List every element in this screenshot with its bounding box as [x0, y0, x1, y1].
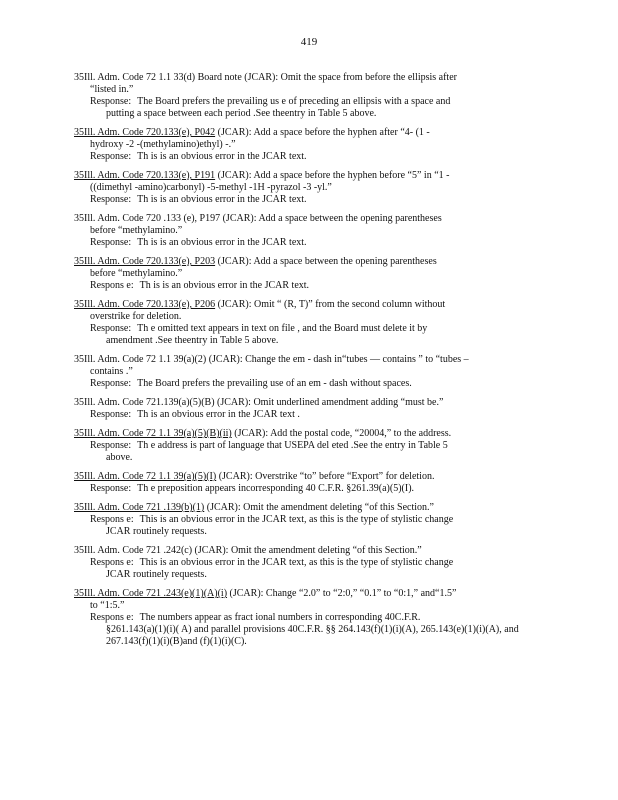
code-citation: 35Ill. Adm. Code 72 1.1 33(d) Board note (JCAR):	[74, 72, 279, 83]
response-text-continued: JCAR routinely requests.	[106, 569, 207, 580]
response-line	[74, 194, 544, 206]
response-line	[74, 96, 544, 108]
response-line	[74, 409, 544, 421]
comment-text: (JCAR): Add a space before the hyphen before “5” in “1 -	[217, 170, 450, 181]
comment-heading	[74, 545, 544, 557]
comment-heading	[74, 354, 544, 366]
comment-entry	[74, 72, 544, 120]
response-text-continued: JCAR routinely requests.	[106, 526, 207, 537]
response-text: Th is is an obvious error in the JCAR text.	[137, 237, 307, 248]
comment-text: (JCAR): Omit “ (R, T)” from the second column without	[217, 299, 446, 310]
comment-entry	[74, 502, 544, 538]
comment-heading	[74, 397, 544, 409]
code-citation: 35Ill. Adm. Code 721 .243(e)(1)(A)(i)	[74, 588, 228, 599]
comment-text: Add a space between the opening parentheses	[258, 213, 442, 224]
response-text: Th e omitted text appears in text on file , and the Board must delete it by	[137, 323, 428, 334]
comment-text: (JCAR): Overstrike “to” before “Export” for deletion.	[218, 471, 435, 482]
response-label: Response:	[90, 440, 132, 451]
response-line	[74, 151, 544, 163]
response-text: This is an obvious error in the JCAR text, as this is the type of stylistic change	[139, 557, 454, 568]
response-text-continued: above.	[106, 452, 133, 463]
response-label: Respons e:	[90, 557, 134, 568]
comment-heading	[74, 213, 544, 225]
code-citation: 35Ill. Adm. Code 72 1.1 39(a)(2) (JCAR):	[74, 354, 243, 365]
comment-entry	[74, 354, 544, 390]
comment-text: (JCAR): Add a space between the opening parentheses	[217, 256, 437, 267]
comment-text: (JCAR): Add the postal code, “20004,” to the address.	[234, 428, 452, 439]
response-label: Response:	[90, 483, 132, 494]
comment-entry	[74, 588, 544, 648]
comment-heading	[74, 127, 544, 139]
code-citation: 35Ill. Adm. Code 720 .133 (e), P197 (JCAR):	[74, 213, 257, 224]
comment-entry	[74, 256, 544, 292]
response-line	[74, 557, 544, 569]
comment-text: (JCAR): Add a space before the hyphen after “4- (1 -	[217, 127, 430, 138]
code-citation: 35Ill. Adm. Code 720.133(e), P042	[74, 127, 216, 138]
response-line	[74, 514, 544, 526]
code-citation: 35Ill. Adm. Code 720.133(e), P206	[74, 299, 216, 310]
response-line	[74, 323, 544, 335]
comment-heading	[74, 170, 544, 182]
comment-text: Omit the amendment deleting “of this Section.”	[230, 545, 422, 556]
response-text: This is an obvious error in the JCAR text, as this is the type of stylistic change	[139, 514, 454, 525]
response-label: Response:	[90, 194, 132, 205]
response-line	[74, 612, 544, 624]
comment-heading	[74, 471, 544, 483]
response-text: The Board prefers the prevailing us e of preceding an ellipsis with a space and	[137, 96, 451, 107]
response-label: Response:	[90, 96, 132, 107]
response-text-continued: §261.143(a)(1)(i)( A) and parallel provisions 40C.F.R. §§ 264.143(f)(1)(i)(A), 265.143(e)(1)(i)(A), and 267.143(f)(1)(i)(B)and (f)(1)(i)(C).	[106, 624, 519, 647]
comment-entry	[74, 397, 544, 421]
response-label: Response:	[90, 378, 132, 389]
comment-entry	[74, 213, 544, 249]
response-text: The Board prefers the prevailing use of an em - dash without spaces.	[137, 378, 412, 389]
code-citation: 35Ill. Adm. Code 720.133(e), P191	[74, 170, 216, 181]
comment-text-continued: ((dimethyl -amino)carbonyl) -5-methyl -1H -pyrazol -3 -yl.”	[90, 182, 332, 193]
comment-entry	[74, 170, 544, 206]
response-text: Th e address is part of language that USEPA del eted .See the entry in Table 5	[137, 440, 448, 451]
response-label: Response:	[90, 151, 132, 162]
code-citation: 35Ill. Adm. Code 721 .139(b)(1)	[74, 502, 205, 513]
comment-text: Change the em - dash in“tubes — contains ” to “tubes –	[245, 354, 469, 365]
response-text: Th is is an obvious error in the JCAR text.	[137, 151, 307, 162]
page-number: 419	[300, 36, 318, 48]
comment-text: Omit the space from before the ellipsis after	[280, 72, 457, 83]
comment-heading	[74, 502, 544, 514]
response-line	[74, 440, 544, 452]
response-text: The numbers appear as fract ional numbers in corresponding 40C.F.R.	[139, 612, 421, 623]
comment-entry	[74, 545, 544, 581]
comment-text: (JCAR): Change “2.0” to “2:0,” “0.1” to “0:1,” and“1.5”	[229, 588, 457, 599]
code-citation: 35Ill. Adm. Code 720.133(e), P203	[74, 256, 216, 267]
response-line	[74, 237, 544, 249]
comment-entry	[74, 299, 544, 347]
comment-entry	[74, 471, 544, 495]
response-text-continued: putting a space between each period .See theentry in Table 5 above.	[106, 108, 377, 119]
response-text: Th is is an obvious error in the JCAR text.	[137, 194, 307, 205]
response-line	[74, 483, 544, 495]
comment-text: (JCAR): Omit the amendment deleting “of this Section.”	[206, 502, 434, 513]
response-text: Th e preposition appears incorresponding 40 C.F.R. §261.39(a)(5)(I).	[137, 483, 415, 494]
response-label: Response:	[90, 237, 132, 248]
comment-heading	[74, 428, 544, 440]
response-label: Respons e:	[90, 514, 134, 525]
comment-text-continued: “listed in.”	[90, 84, 134, 95]
response-line	[74, 378, 544, 390]
response-label: Response:	[90, 409, 132, 420]
response-text: Th is an obvious error in the JCAR text .	[137, 409, 300, 420]
code-citation: 35Ill. Adm. Code 72 1.1 39(a)(5)(I)	[74, 471, 217, 482]
code-citation: 35Ill. Adm. Code 72 1.1 39(a)(5)(B)(ii)	[74, 428, 232, 439]
comment-entry	[74, 428, 544, 464]
response-label: Respons e:	[90, 280, 134, 291]
response-text: Th is is an obvious error in the JCAR text.	[139, 280, 310, 291]
comment-heading	[74, 299, 544, 311]
comment-text-continued: hydroxy -2 -(methylamino)ethyl) -.”	[90, 139, 236, 150]
comment-list	[74, 72, 544, 655]
comment-text: Omit underlined amendment adding “must be.”	[253, 397, 444, 408]
comment-heading	[74, 72, 544, 84]
comment-text-continued: before “methylamino.”	[90, 268, 183, 279]
comment-heading	[74, 256, 544, 268]
code-citation: 35Ill. Adm. Code 721 .242(c) (JCAR):	[74, 545, 229, 556]
comment-text-continued: before “methylamino.”	[90, 225, 183, 236]
comment-heading	[74, 588, 544, 600]
comment-text-continued: contains .”	[90, 366, 133, 377]
response-label: Respons e:	[90, 612, 134, 623]
comment-text-continued: to “1:5.”	[90, 600, 125, 611]
response-text-continued: amendment .See theentry in Table 5 above.	[106, 335, 279, 346]
response-line	[74, 280, 544, 292]
comment-entry	[74, 127, 544, 163]
code-citation: 35Ill. Adm. Code 721.139(a)(5)(B) (JCAR):	[74, 397, 251, 408]
comment-text-continued: overstrike for deletion.	[90, 311, 182, 322]
response-label: Response:	[90, 323, 132, 334]
